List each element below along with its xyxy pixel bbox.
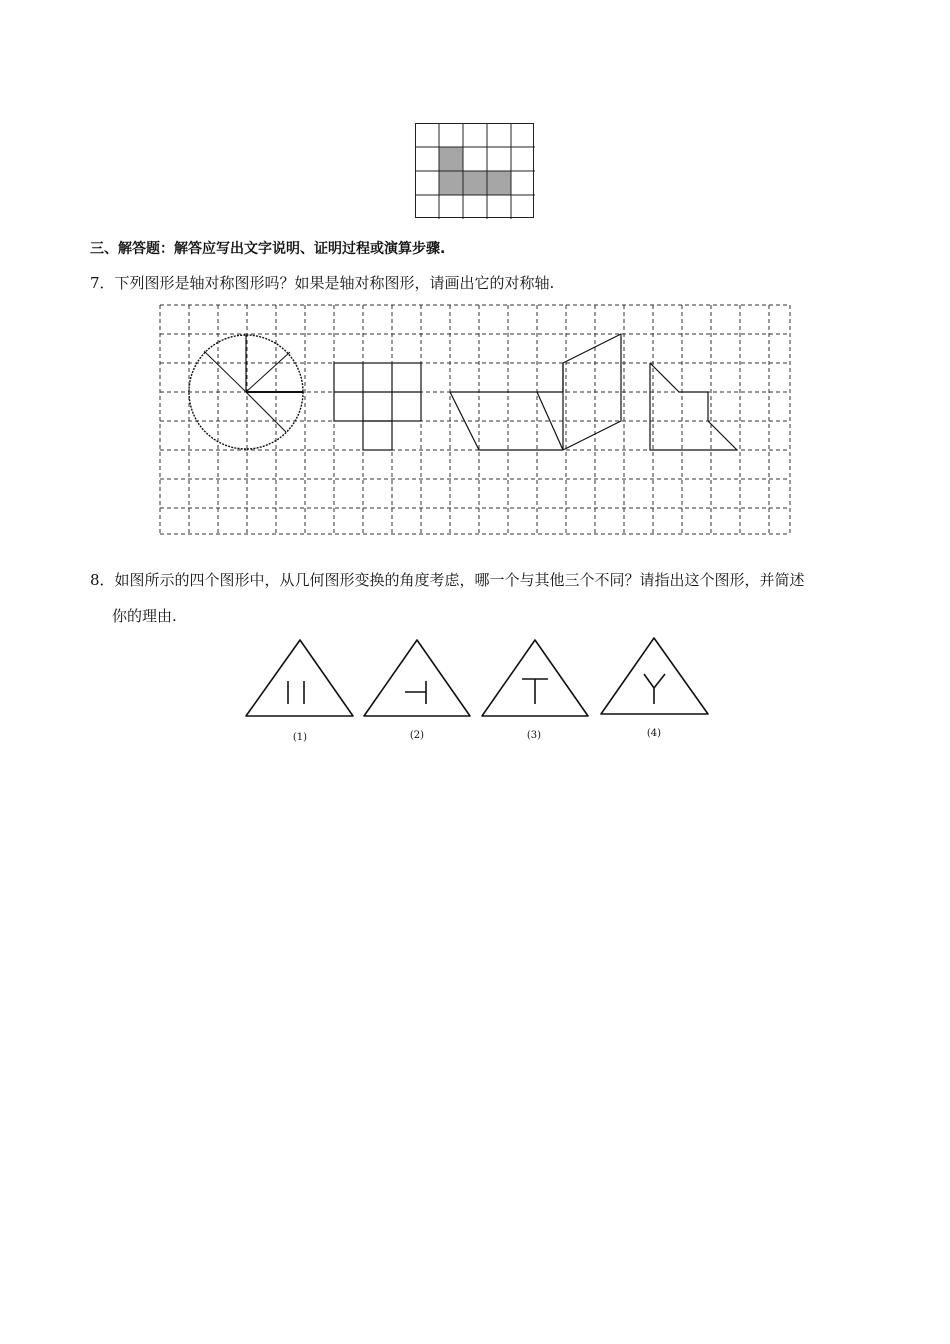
- question-8-line-2: 你的理由.: [112, 607, 177, 625]
- cross-squares-figure: [334, 363, 421, 450]
- question-7: [90, 272, 554, 293]
- triangle-3: [482, 640, 588, 716]
- circle-figure: [189, 335, 303, 449]
- cut-square-figure: [650, 363, 737, 450]
- question-8-number: 8．: [90, 571, 115, 589]
- question-7-number: 7．: [90, 274, 115, 292]
- caption-1: (1): [292, 732, 308, 743]
- dashed-grid: [160, 305, 790, 534]
- triangle-4: [601, 638, 708, 714]
- triangles-figure: [240, 632, 720, 752]
- shaded-grid-figure: [415, 123, 535, 219]
- section-heading: 三、解答题：解答应写出文字说明、证明过程或演算步骤.: [90, 241, 446, 257]
- question-8-line-1: [90, 569, 805, 590]
- caption-4: (4): [646, 728, 662, 739]
- triangle-2: [364, 640, 470, 716]
- triangle-1: [246, 640, 353, 716]
- caption-3: (3): [526, 730, 542, 741]
- question-7-text: 下列图形是轴对称图形吗？如果是轴对称图形，请画出它的对称轴.: [114, 274, 555, 292]
- dotted-grid-figures: [158, 302, 794, 538]
- question-8-text: 如图所示的四个图形中，从几何图形变换的角度考虑，哪一个与其他三个不同？请指出这个图形，并简述: [114, 571, 805, 589]
- caption-2: (2): [409, 730, 425, 741]
